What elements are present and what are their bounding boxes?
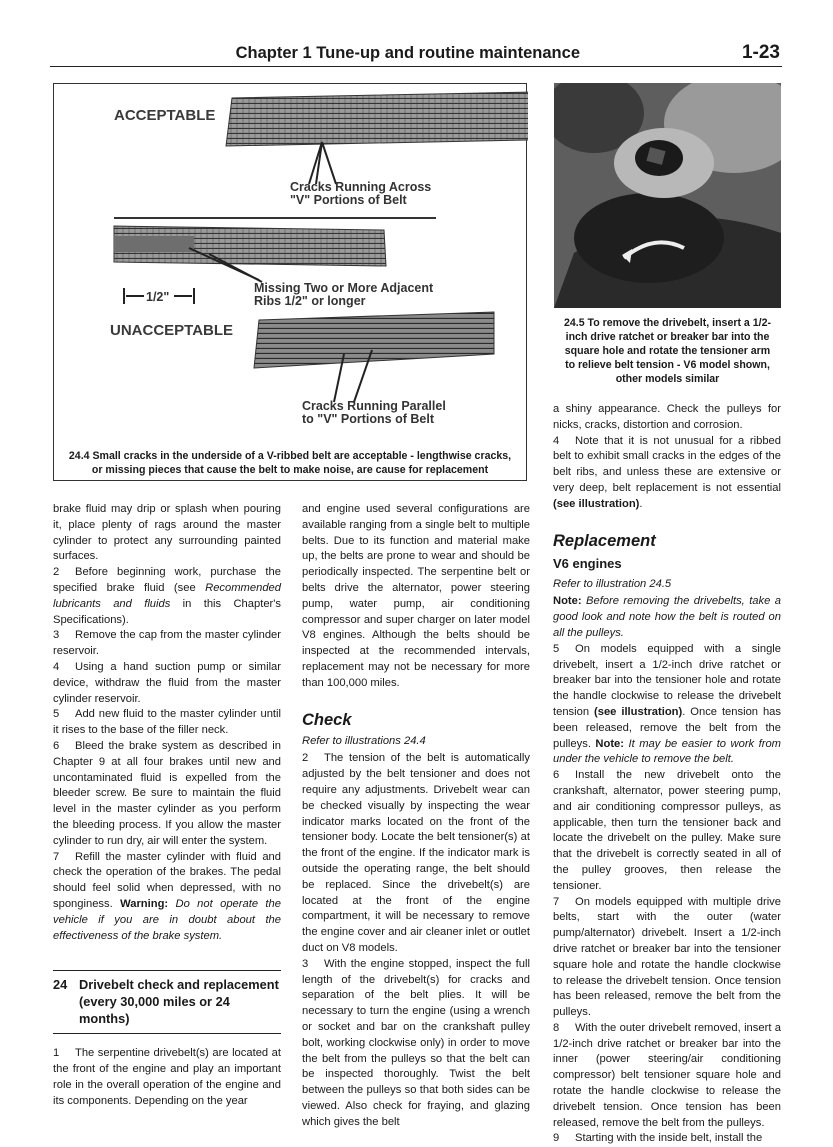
step-number: 4 xyxy=(553,434,560,447)
italic-text: Do not operate the vehicle if you are in doubt about the effectiveness of the brake system. xyxy=(53,897,281,942)
unacceptable-belt xyxy=(254,312,494,368)
paragraph xyxy=(53,1046,281,1109)
text-run: Starting with the inside belt, install the xyxy=(575,1132,763,1145)
text-run: . Once tension has been released, remove the belt from the pulleys. xyxy=(553,705,781,750)
label-line: "V" Portions of Belt xyxy=(290,193,407,207)
acceptable-label: ACCEPTABLE xyxy=(114,107,216,124)
caption-line: 24.5 To remove the drivebelt, insert a 1/2- xyxy=(563,317,772,329)
text-run: On models equipped with a single drivebelt, insert a 1/2-inch drive ratchet or breaker bar into the tensioner hole and rotate the handle clockwise to release the drivebelt tension xyxy=(553,642,781,718)
paragraph xyxy=(302,751,530,956)
step-number: 1 xyxy=(53,1047,60,1060)
text-run: Before beginning work, purchase the specified brake fluid (see xyxy=(53,566,281,594)
text-column-3 xyxy=(553,402,781,1147)
caption-line: other models similar xyxy=(615,373,720,385)
bold-text: (see illustration) xyxy=(553,497,640,510)
paragraph xyxy=(53,739,281,850)
section-title-line: Drivebelt check and replacement xyxy=(79,977,279,993)
section-number: 24 xyxy=(53,977,68,993)
figure-24-4-caption xyxy=(54,449,526,477)
illustration-reference: Refer to illustration 24.5 xyxy=(553,577,672,590)
section-heading xyxy=(53,970,281,1034)
text-run: Install the new drivebelt onto the crankshaft, alternator, power steering pump, and air conditioning compressor pulleys, as applicable, then turn the tensioner back and locate the drivebelt on the pulley. Make sure that the drivebelt is correctly seated in all of the pulley grooves, then release the tensioner. xyxy=(553,769,781,892)
caption-line: 24.4 Small cracks in the underside of a V-ribbed belt are acceptable - lengthwise cracks, xyxy=(68,450,512,462)
step-number: 5 xyxy=(553,642,560,655)
text-run: in this Chapter's Specifications). xyxy=(53,597,281,626)
bold-text: Note: xyxy=(553,595,582,608)
text-run: With the engine stopped, inspect the full length of the drivebelt(s) for cracks and separation of the belt plies. It will be necessary to turn the engine (using a wrench or socket and bar on the crankshaft pulley bolt, working clockwise only) in order to move the belt from the pulleys so that the belt can be inspected thoroughly. Twist the belt between the pulleys so that both sides can be viewed. Also check for fraying, and glazing which gives the belt xyxy=(302,957,530,1128)
label-line: Cracks Running Parallel xyxy=(302,399,446,413)
step-number: 9 xyxy=(553,1132,560,1145)
text-column-2 xyxy=(302,502,530,1130)
paragraph xyxy=(553,1131,781,1147)
label-line: Missing Two or More Adjacent xyxy=(254,281,434,295)
text-run: Remove the cap from the master cylinder reservoir. xyxy=(53,629,281,658)
text-run: a shiny appearance. Check the pulleys for nicks, cracks, distortion and corrosion. xyxy=(553,403,781,431)
step-number: 3 xyxy=(302,957,309,970)
text-run: Add new fluid to the master cylinder until it rises to the base of the filler neck. xyxy=(53,708,281,737)
caption-line: square hole and rotate the tensioner arm xyxy=(564,345,771,357)
missing-ribs-label xyxy=(254,282,433,308)
step-number: 5 xyxy=(53,708,60,721)
paragraph xyxy=(53,850,281,945)
step-number: 7 xyxy=(553,895,560,908)
paragraph xyxy=(553,642,781,768)
italic-text: Recommended lubricants and fluids xyxy=(53,581,281,610)
step-number: 3 xyxy=(53,629,60,642)
step-number: 6 xyxy=(53,739,60,752)
step-number: 2 xyxy=(53,566,60,579)
italic-text: Before removing the drivebelts, take a good look and note how the belt is routed on all the pulleys. xyxy=(553,595,781,639)
paragraph xyxy=(53,707,281,739)
paragraph xyxy=(553,594,781,641)
chapter-title: Chapter 1 Tune-up and routine maintenance xyxy=(235,44,580,62)
step-number: 6 xyxy=(553,769,560,782)
text-run: With the outer drivebelt removed, insert a 1/2-inch drive ratchet or breaker bar into the inner (power steering/air conditioning compressor) belt tensioner square hole and rotate the handle clockwise to release the drivebelt tension. Once tension has been released, remove the belt from the pulleys. xyxy=(553,1021,781,1129)
caption-line: to relieve belt tension - V6 model shown, xyxy=(565,359,770,371)
paragraph xyxy=(302,502,530,692)
paragraph xyxy=(53,565,281,628)
text-run: Note that it is not unusual for a ribbed belt to exhibit small cracks in the edges of the belt ribs, and unless these are extensive or very deep, belt replacement is not essential xyxy=(553,434,781,494)
text-run: brake fluid may drip or splash when pouring it, place plenty of rags around the master cylinder to protect any surrounding painted surfaces. xyxy=(53,503,281,563)
cracks-parallel-label xyxy=(302,400,446,426)
text-run: The serpentine drivebelt(s) are located at the front of the engine and play an important role in the overall operation of the engine and its components. Depending on the year xyxy=(53,1047,281,1107)
label-line: Cracks Running Across xyxy=(290,180,432,194)
text-column-1 xyxy=(53,502,281,1110)
paragraph xyxy=(53,660,281,707)
paragraph xyxy=(53,628,281,660)
paragraph xyxy=(53,502,281,565)
section-subheading: Replacement xyxy=(553,531,656,550)
text-run: and engine used several configurations are available ranging from a single belt to multiple belts. Due to its function and material make up, the belts are prone to wear and should be periodically inspected. The serpentine belt or belts drive the alternator, power steering pump, water pump, air conditioning compressor and super charger on later model V8 engines. Although the belts should be inspected at the recommended intervals, replacement may not be necessary for more than 100,000 miles. xyxy=(302,503,530,689)
half-inch-label: 1/2" xyxy=(146,290,170,304)
page-number: 1-23 xyxy=(741,42,780,63)
section-title-line: (every 30,000 miles or 24 months) xyxy=(79,994,230,1027)
cracks-across-label xyxy=(290,181,431,207)
tensioner-photo xyxy=(554,83,781,308)
engine-subheading: V6 engines xyxy=(553,555,622,571)
illustration-reference: Refer to illustrations 24.4 xyxy=(302,734,426,747)
page-header xyxy=(50,42,782,67)
caption-line: or missing pieces that cause the belt to make noise, are cause for replacement xyxy=(91,464,489,476)
paragraph xyxy=(302,957,530,1131)
text-run: Using a hand suction pump or similar device, withdraw the fluid from the master cylinder reservoir. xyxy=(53,660,281,705)
step-number: 4 xyxy=(53,660,60,673)
step-number: 2 xyxy=(302,752,309,765)
text-run: Bleed the brake system as described in Chapter 9 at all four brakes until new and uncontaminated fluid is expelled from the bleeder screw. Be sure to maintain the fluid level in the master cylinder as you perform the bleeding process. If you allow the master cylinder to run dry, air will enter the system. xyxy=(53,739,281,847)
bold-text: (see illustration) xyxy=(594,705,683,718)
paragraph xyxy=(553,434,781,513)
italic-text: It may be easier to work from under the vehicle to remove the belt. xyxy=(553,737,781,766)
text-run: Refill the master cylinder with fluid and check the operation of the brakes. The pedal should feel solid when depressed, with no sponginess. xyxy=(53,850,281,910)
step-number: 8 xyxy=(553,1021,560,1034)
text-run: On models equipped with multiple drive belts, start with the outer (water pump/alternator) drivebelt. Insert a 1/2-inch drive ratchet or breaker bar into the tensioner square hole and rotate the handle clockwise to release the drivebelt tension. Once tension has been released, remove the belt from the pulleys. xyxy=(553,895,781,1019)
figure-24-5-caption xyxy=(554,316,781,386)
paragraph xyxy=(553,402,781,434)
text-run: . xyxy=(639,497,643,510)
text-run: The tension of the belt is automatically adjusted by the belt tensioner and does not require any adjustments. Drivebelt wear can be checked visually by inspecting the wear indicator marks located on the front of the tensioner body. Locate the belt tensioner(s) at the front of the engine. If the indicator mark is outside the operating range, the belt should be replaced. Since the drivebelt(s) are located at the front of the engine compartment, it will be necessary to remove the engine cover and air cleaner inlet or outlet duct on V8 models. xyxy=(302,752,530,954)
section-subheading: Check xyxy=(302,710,352,729)
unacceptable-label: UNACCEPTABLE xyxy=(110,322,234,339)
figure-24-4 xyxy=(53,83,527,481)
label-line: Ribs 1/2" or longer xyxy=(254,294,366,308)
label-line: to "V" Portions of Belt xyxy=(302,412,434,426)
step-number: 7 xyxy=(53,850,60,863)
caption-line: inch drive ratchet or breaker bar into the xyxy=(565,331,770,343)
bold-text: Warning: xyxy=(120,897,169,910)
paragraph xyxy=(553,768,781,894)
bold-text: Note: xyxy=(595,737,625,750)
paragraph xyxy=(553,1021,781,1132)
acceptable-belt xyxy=(226,92,528,146)
paragraph xyxy=(553,895,781,1021)
